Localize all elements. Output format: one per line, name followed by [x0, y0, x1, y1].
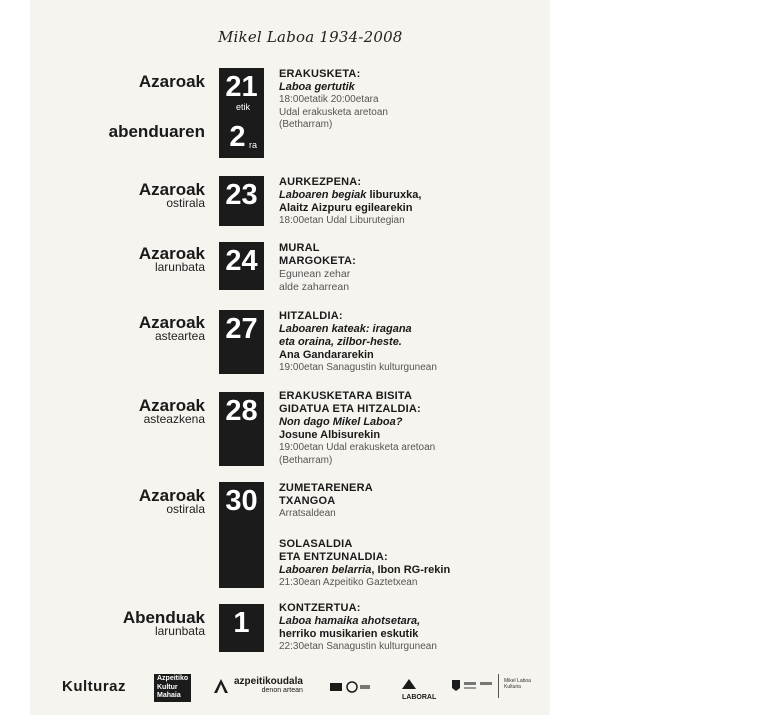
event-heading-2: TXANGOA	[279, 495, 336, 507]
gipuzkoa-emblem-icon	[330, 680, 370, 698]
event-line: Arratsaldean	[279, 508, 336, 519]
month-label-2: abenduaren	[108, 122, 205, 141]
event-line: Alaitz Aizpuru egilearekin	[279, 202, 413, 214]
event-heading: MURAL	[279, 242, 320, 254]
event-heading-2: MARGOKETA:	[279, 255, 356, 267]
event-heading: HITZALDIA:	[279, 310, 343, 322]
weekday-label: ostirala	[166, 502, 205, 516]
event-line: Josune Albisurekin	[279, 429, 381, 441]
date-block	[219, 176, 264, 226]
month-label: Azaroak	[138, 180, 205, 199]
day-number: 28	[225, 395, 258, 427]
mikel-laboa-logo	[504, 678, 531, 690]
weekday-label: larunbata	[154, 260, 205, 274]
council-emblem-icon	[212, 678, 230, 699]
event-line: 22:30etan Sanagustin kulturgunean	[279, 641, 437, 652]
event-heading: ERAKUSKETA:	[279, 68, 361, 80]
date-block	[219, 604, 264, 652]
day-number-2: 2	[229, 121, 246, 153]
event-details-second	[279, 538, 509, 590]
poster-title: Mikel Laboa 1934-2008	[218, 28, 403, 46]
event-details	[279, 482, 509, 521]
event-heading: ZUMETARENERA	[279, 482, 373, 494]
event-heading: ERAKUSKETARA BISITA	[279, 390, 413, 402]
logo-text: Mahaia	[157, 692, 181, 699]
logo-text: azpeitikoudala	[234, 676, 303, 687]
event-line: (Betharram)	[279, 119, 333, 130]
event-heading: KONTZERTUA:	[279, 602, 361, 614]
logo-text: Mikel Laboa	[504, 678, 531, 684]
event-line	[279, 564, 509, 577]
date-block	[219, 68, 264, 158]
event-details	[279, 68, 509, 132]
event-line: 19:00etan Udal erakusketa aretoan	[279, 442, 436, 453]
event-line: Laboaren kateak: iragana	[279, 323, 412, 335]
event-line: 21:30ean Azpeitiko Gaztetxean	[279, 577, 418, 588]
event-line	[279, 189, 509, 202]
day-number: 23	[225, 179, 258, 211]
day-number: 24	[225, 245, 258, 277]
event-line: eta oraina, zilbor-heste.	[279, 336, 402, 348]
month-label: Azaroak	[138, 244, 205, 263]
logo-subtext: denon artean	[261, 687, 303, 694]
logo-text: Kultur	[157, 683, 178, 691]
weekday-label: larunbata	[154, 624, 205, 638]
kulturaz-logo: Kulturaz	[62, 678, 126, 695]
logo-divider	[498, 674, 499, 698]
event-line: (Betharram)	[279, 454, 333, 466]
event-heading-2: ETA ENTZUNALDIA:	[279, 551, 388, 563]
month-label: Abenduak	[122, 608, 205, 627]
date-block	[219, 482, 264, 588]
kultur-mahaia-logo	[154, 674, 191, 702]
event-line: Non dago Mikel Laboa?	[279, 416, 403, 428]
logo-text: Kulturia	[504, 684, 521, 690]
day-suffix: etik	[236, 102, 251, 112]
event-line-plain: liburuxka,	[366, 189, 422, 201]
weekday-label: ostirala	[166, 196, 205, 210]
event-details	[279, 310, 509, 375]
event-details	[279, 602, 509, 654]
date-block	[219, 310, 264, 374]
event-line: 18:00etatik 20:00etara	[279, 94, 379, 105]
day-suffix-2: ra	[249, 140, 258, 150]
event-line: alde zaharrean	[279, 280, 350, 293]
event-line: Laboa gertutik	[279, 81, 355, 93]
event-line: Udal erakusketa aretoan	[279, 106, 388, 118]
event-heading: AURKEZPENA:	[279, 176, 362, 188]
government-emblem-icon	[450, 678, 494, 697]
event-line: Ana Gandararekin	[279, 349, 374, 361]
day-number: 1	[233, 607, 250, 639]
sponsor-logos	[30, 672, 550, 702]
day-number: 27	[225, 313, 258, 345]
event-heading: SOLASALDIA	[279, 538, 353, 550]
event-line-italic: Laboaren begiak	[279, 189, 367, 201]
event-details	[279, 242, 509, 293]
month-label: Azaroak	[138, 396, 205, 415]
event-details	[279, 390, 509, 467]
day-number: 21	[225, 71, 258, 103]
event-line: 19:00etan Sanagustin kulturgunean	[279, 362, 437, 373]
weekday-label: asteartea	[154, 329, 205, 343]
weekday-label: asteazkena	[143, 412, 205, 426]
event-line-plain: , Ibon RG-rekin	[371, 564, 451, 576]
laboral-logo	[402, 676, 436, 701]
event-heading-2: GIDATUA ETA HITZALDIA:	[279, 403, 421, 415]
month-label: Azaroak	[138, 486, 205, 505]
logo-text: LABORAL	[402, 694, 437, 701]
event-details	[279, 176, 509, 228]
date-block	[219, 392, 264, 466]
event-line: Laboa hamaika ahotsetara,	[279, 615, 421, 627]
event-line-italic: Laboaren belarria	[279, 564, 372, 576]
logo-text: Azpeitiko	[157, 675, 189, 682]
event-line: Egunean zehar	[279, 268, 351, 280]
event-line: 18:00etan Udal Liburutegian	[279, 215, 405, 226]
month-label: Azaroak	[138, 72, 205, 91]
month-label: Azaroak	[138, 313, 205, 332]
council-logo	[234, 676, 303, 694]
date-block	[219, 242, 264, 290]
day-number: 30	[225, 485, 258, 517]
event-line: herriko musikarien eskutik	[279, 628, 419, 640]
